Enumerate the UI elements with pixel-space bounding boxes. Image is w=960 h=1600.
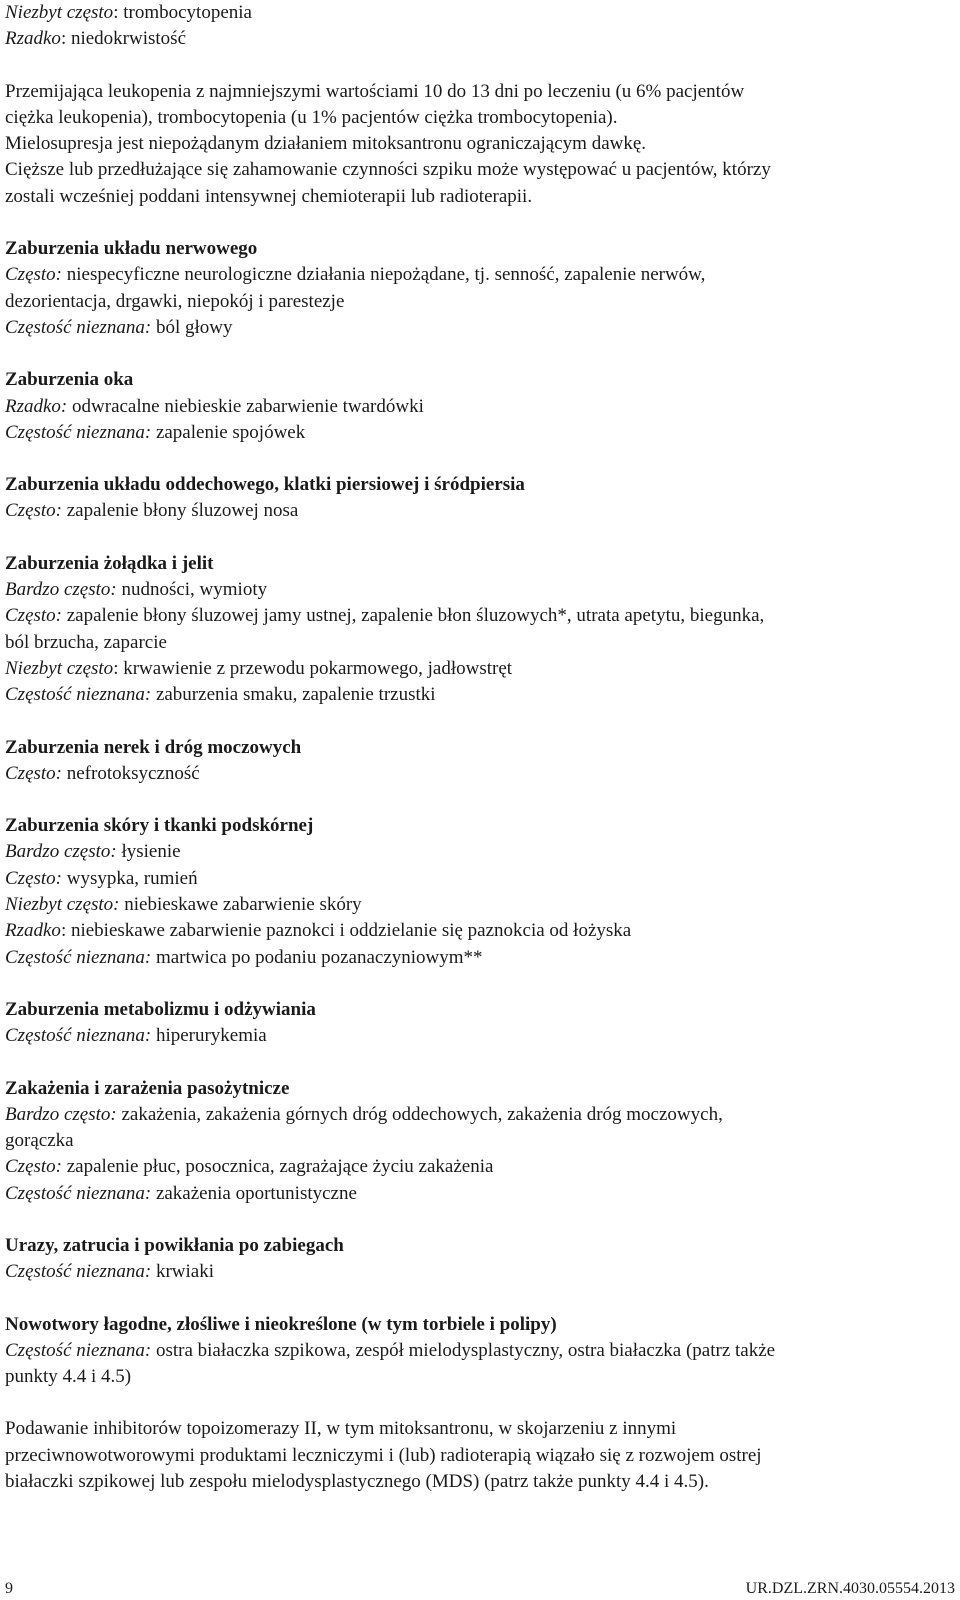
adverse-effects-sections: [5, 210, 955, 1416]
frequency-label: Często:: [5, 605, 62, 627]
frequency-label: Częstość nieznana:: [5, 684, 152, 706]
section: [5, 735, 955, 788]
section-heading: Zakażenia i zarażenia pasożytnicze: [5, 1077, 290, 1099]
frequency-label: Bardzo często:: [5, 841, 117, 863]
page-number: 9: [5, 1580, 13, 1597]
entry-line: [5, 1154, 955, 1180]
frequency-label: Częstość nieznana:: [5, 421, 152, 443]
entry-line: [5, 420, 955, 446]
entry-line: [5, 1181, 955, 1207]
section-heading: Zaburzenia oka: [5, 369, 134, 391]
entry-text: zaburzenia smaku, zapalenie trzustki: [151, 684, 436, 706]
entry-continuation: dezorientacja, drgawki, niepokój i parestezje: [5, 290, 345, 312]
entry-text: : niebieskawe zabarwienie paznokci i oddzielanie się paznokcia od łożyska: [60, 920, 632, 942]
entry-continuation: gorączka: [5, 1130, 74, 1152]
entry-text: nefrotoksyczność: [62, 762, 200, 784]
frequency-label: Częstość nieznana:: [5, 1025, 152, 1047]
entry-text: zakażenia oportunistyczne: [151, 1182, 357, 1204]
frequency-text: niedokrwistość: [66, 28, 187, 50]
entry-text: zapalenie błony śluzowej nosa: [62, 500, 299, 522]
entry-line: [5, 498, 955, 524]
entry-line: [5, 839, 955, 865]
frequency-label: Rzadko: [5, 920, 61, 942]
entry-line: [5, 918, 955, 944]
frequency-label: Częstość nieznana:: [5, 946, 152, 968]
frequency-label: Częstość nieznana:: [5, 1182, 152, 1204]
entry-text: wysypka, rumień: [62, 867, 198, 889]
final-paragraph: [5, 1416, 955, 1495]
frequency-label: Rzadko: [5, 28, 61, 50]
section-heading: Zaburzenia metabolizmu i odżywiania: [5, 998, 316, 1020]
entry-line: [5, 1102, 955, 1128]
entry-text: niebieskawe zabarwienie skóry: [119, 894, 362, 916]
section-heading: Urazy, zatrucia i powikłania po zabiegach: [5, 1234, 344, 1256]
entry-line: [5, 603, 955, 629]
frequency-label: Częstość nieznana:: [5, 1339, 152, 1361]
frequency-label: Rzadko:: [5, 395, 68, 417]
entry-text: łysienie: [116, 841, 181, 863]
paragraph-line: Mielosupresja jest niepożądanym działaniem mitoksantronu ograniczającym dawkę.: [5, 133, 647, 155]
entry-text: odwracalne niebieskie zabarwienie twardówki: [67, 395, 424, 417]
entry-continuation: ból brzucha, zaparcie: [5, 631, 167, 653]
entry-continuation: punkty 4.4 i 4.5): [5, 1366, 132, 1388]
paragraph-line: przeciwnowotworowymi produktami leczniczymi i (lub) radioterapią wiązało się z rozwojem ostrej: [5, 1444, 762, 1466]
section: [5, 1312, 955, 1391]
entry-text: zakażenia, zakażenia górnych dróg oddechowych, zakażenia dróg moczowych,: [116, 1103, 723, 1125]
frequency-label: Bardzo często:: [5, 579, 117, 601]
entry-line: [5, 682, 955, 708]
section-heading: Zaburzenia układu oddechowego, klatki piersiowej i śródpiersia: [5, 474, 525, 496]
section: [5, 1076, 955, 1207]
section: [5, 472, 955, 525]
paragraph-line: zostali wcześniej poddani intensywnej chemioterapii lub radioterapii.: [5, 185, 533, 207]
frequency-label: Częstość nieznana:: [5, 316, 152, 338]
frequency-label: Niezbyt często: [5, 657, 114, 679]
entry-line: [5, 1259, 955, 1285]
entry-line: [5, 945, 955, 971]
entry-line: [5, 656, 955, 682]
entry-text: niespecyficzne neurologiczne działania niepożądane, tj. senność, zapalenie nerwów,: [62, 264, 706, 286]
frequency-line: [5, 0, 955, 26]
paragraph-line: Podawanie inhibitorów topoizomerazy II, w tym mitoksantronu, w skojarzeniu z innymi: [5, 1418, 677, 1440]
entry-text: nudności, wymioty: [116, 579, 268, 601]
paragraph-line: Przemijająca leukopenia z najmniejszymi wartościami 10 do 13 dni po leczeniu (u 6% pacjentów: [5, 80, 745, 102]
section: [5, 367, 955, 446]
entry-line: [5, 394, 955, 420]
section-heading: Zaburzenia układu nerwowego: [5, 238, 258, 260]
frequency-separator: :: [60, 28, 67, 50]
entry-text: : krwawienie z przewodu pokarmowego, jadłowstręt: [113, 657, 513, 679]
frequency-label: Często:: [5, 1156, 62, 1178]
section: [5, 551, 955, 709]
entry-text: martwica po podaniu pozanaczyniowym**: [151, 946, 483, 968]
entry-text: zapalenie błony śluzowej jamy ustnej, zapalenie błon śluzowych*, utrata apetytu, biegunka,: [62, 605, 765, 627]
frequency-label: Często:: [5, 867, 62, 889]
entry-text: hiperurykemia: [151, 1025, 267, 1047]
entry-text: ostra białaczka szpikowa, zespół mielodysplastyczny, ostra białaczka (patrz także: [151, 1339, 776, 1361]
entry-line: [5, 1023, 955, 1049]
frequency-label: Niezbyt często:: [5, 894, 120, 916]
frequency-text: trombocytopenia: [118, 2, 252, 23]
entry-line: [5, 892, 955, 918]
section: [5, 1233, 955, 1286]
entry-line: [5, 866, 955, 892]
frequency-label: Często:: [5, 500, 62, 522]
paragraph-line: ciężka leukopenia), trombocytopenia (u 1% pacjentów ciężka trombocytopenia).: [5, 106, 618, 128]
entry-line: [5, 315, 955, 341]
paragraph-line: Cięższe lub przedłużające się zahamowanie czynności szpiku może występować u pacjentów, którzy: [5, 159, 771, 181]
frequency-separator: :: [113, 2, 119, 23]
frequency-label: Niezbyt często: [5, 2, 114, 23]
frequency-label: Częstość nieznana:: [5, 1261, 152, 1283]
paragraph-line: białaczki szpikowej lub zespołu mielodysplastycznego (MDS) (patrz także punkty 4.4 i 4.5).: [5, 1471, 709, 1493]
document-code: UR.DZL.ZRN.4030.05554.2013: [745, 1580, 955, 1597]
entry-line: [5, 1338, 955, 1364]
frequency-line: [5, 26, 955, 52]
entry-text: krwiaki: [151, 1261, 214, 1283]
entry-text: zapalenie płuc, posocznica, zagrażające życiu zakażenia: [62, 1156, 494, 1178]
intro-block: [5, 0, 955, 210]
entry-line: [5, 761, 955, 787]
entry-line: [5, 262, 955, 288]
section: [5, 997, 955, 1050]
section: [5, 236, 955, 341]
frequency-label: Często:: [5, 264, 62, 286]
frequency-label: Często:: [5, 762, 62, 784]
section-heading: Zaburzenia żołądka i jelit: [5, 552, 214, 574]
section-heading: Nowotwory łagodne, złośliwe i nieokreślone (w tym torbiele i polipy): [5, 1313, 557, 1335]
document-page: [5, 0, 955, 1495]
frequency-label: Bardzo często:: [5, 1103, 117, 1125]
section-heading: Zaburzenia nerek i dróg moczowych: [5, 736, 302, 758]
section: [5, 813, 955, 971]
entry-line: [5, 577, 955, 603]
section-heading: Zaburzenia skóry i tkanki podskórnej: [5, 815, 314, 837]
entry-text: ból głowy: [151, 316, 233, 338]
entry-text: zapalenie spojówek: [151, 421, 306, 443]
